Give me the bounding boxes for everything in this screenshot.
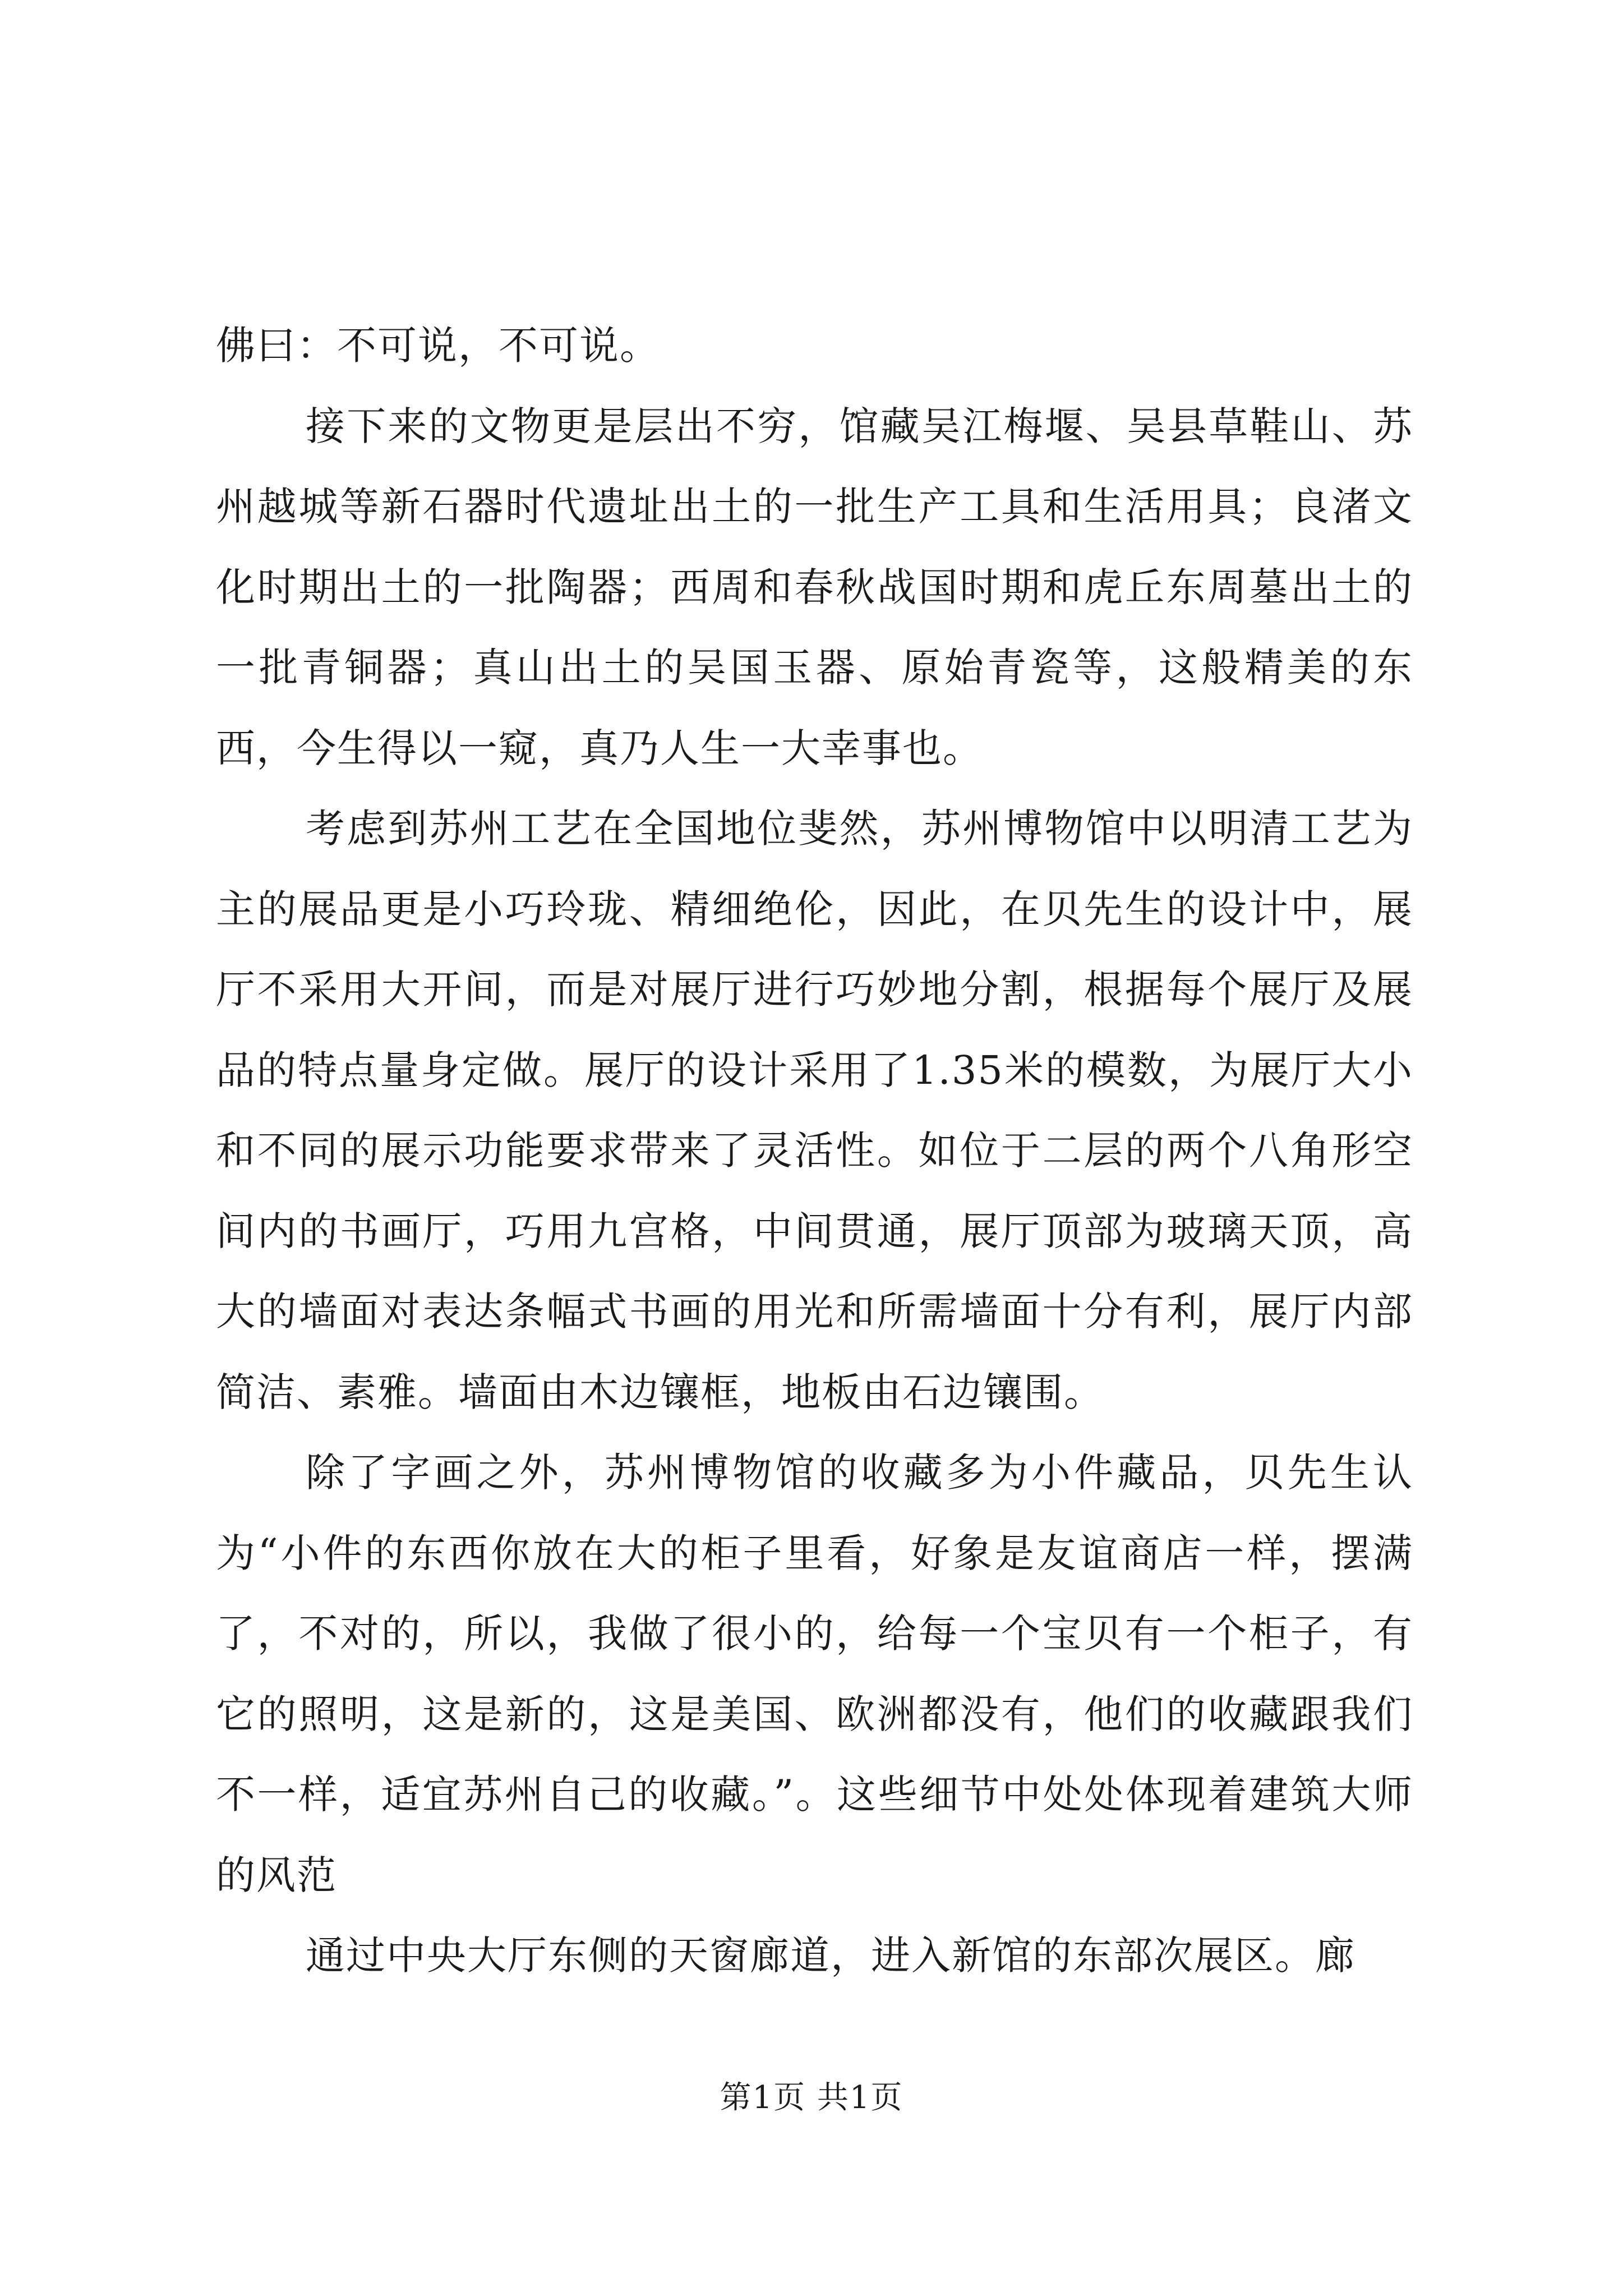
body-text: [216, 306, 1413, 1996]
paragraph-5: 通过中央大厅东侧的天窗廊道，进入新馆的东部次展区。廊: [306, 1932, 1355, 1978]
page-footer: 第1页 共1页: [720, 2079, 903, 2116]
paragraph-4: 除了字画之外，苏州博物馆的收藏多为小件藏品，贝先生认为“小件的东西你放在大的柜子里看，好象是友谊商店一样，摆满了，不对的，所以，我做了很小的，给每一个宝贝有一个柜子，有它的照明，这是新的，这是美国、欧洲都没有，他们的收藏跟我们不一样，适宜苏州自己的收藏。”。这些细节中处处体现着建筑大师的风范: [216, 1450, 1413, 1898]
paragraph-2: 接下来的文物更是层出不穷，馆藏吴江梅堰、吴县草鞋山、苏州越城等新石器时代遗址出土的一批生产工具和生活用具；良渚文化时期出土的一批陶器；西周和春秋战国时期和虎丘东周墓出土的一批青铜器；真山出土的吴国玉器、原始青瓷等，这般精美的东西，今生得以一窥，真乃人生一大幸事也。: [216, 403, 1413, 771]
paragraph-3: 考虑到苏州工艺在全国地位斐然，苏州博物馆中以明清工艺为主的展品更是小巧玲珑、精细绝伦，因此，在贝先生的设计中，展厅不采用大开间，而是对展厅进行巧妙地分割，根据每个展厅及展品的特点量身定做。展厅的设计采用了1.35米的模数，为展厅大小和不同的展示功能要求带来了灵活性。如位于二层的两个八角形空间内的书画厅，巧用九宫格，中间贯通，展厅顶部为玻璃天顶，高大的墙面对表达条幅式书画的用光和所需墙面十分有利，展厅内部简洁、素雅。墙面由木边镶框，地板由石边镶围。: [216, 806, 1413, 1415]
paragraph-1: 佛曰：不可说，不可说。: [216, 323, 660, 369]
